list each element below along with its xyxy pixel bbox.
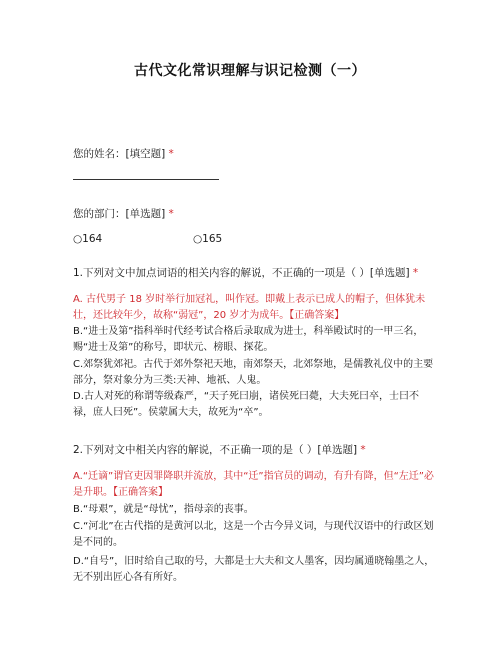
dept-option-164[interactable]: ○164 (73, 233, 103, 245)
name-input-line[interactable] (73, 179, 219, 180)
required-marker: * (412, 267, 419, 279)
dept-field-type: [单选题] (125, 208, 166, 220)
required-marker: * (168, 148, 174, 160)
required-marker: * (168, 208, 174, 220)
question-1-option-c[interactable]: C.郊祭犹郊祀。古代于郊外祭祀天地，南郊祭天，北郊祭地，是儒教礼仪中的主要部分，祭对象分为三类:天神、地祇、人鬼。 (73, 359, 434, 386)
required-marker: * (360, 444, 366, 456)
name-field-type: [填空题] (125, 148, 166, 160)
question-2-option-c[interactable]: C.“河北”在古代指的是黄河以北，这是一个古今异义词，与现代汉语中的行政区划是不同的。 (73, 521, 434, 548)
question-1-stem: 1.下列对文中加点词语的相关内容的解说，不正确的一项是（ ）[单选题] * (73, 267, 419, 279)
page-title: 古代文化常识理解与识记检测（一） (134, 63, 366, 79)
dept-field-label: 您的部门： (73, 208, 126, 220)
question-2-option-d[interactable]: D.“自号”，旧时给自己取的号，大都是士大夫和文人墨客，因均属通晓翰墨之人，无不别出匠心各有所好。 (73, 556, 435, 583)
question-2-option-a[interactable]: A.“迁谪”谓官吏因罪降职并流放，其中“迁”指官员的调动，有升有降，但“左迁”必是升职。【正确答案】 (73, 471, 434, 498)
name-field-label-row (73, 146, 174, 161)
dept-field-label-row (73, 206, 174, 221)
name-field-label: 您的姓名： (73, 148, 126, 160)
dept-option-165[interactable]: ○165 (193, 233, 223, 245)
question-2-stem: 2.下列对文中相关内容的解说，不正确一项的是（ ）[单选题] * (73, 444, 366, 456)
question-1-option-a[interactable]: A. 古代男子 18 岁时举行加冠礼，叫作冠。即戴上表示已成人的帽子，但体犹未壮，还比较年少，故称“弱冠”，20 岁才为成年。【正确答案】 (73, 294, 426, 321)
question-2-option-b[interactable]: B.“母艰”，就是“母忧”，指母亲的丧事。 (73, 504, 254, 515)
question-1-option-d[interactable]: D.古人对死的称谓等级森严，“天子死曰崩，诸侯死曰薨，大夫死曰卒，士曰不禄，庶人曰死”。侯蒙属大夫，故死为“卒”。 (73, 391, 420, 418)
question-1-option-b[interactable]: B.“进士及第”指科举时代经考试合格后录取成为进士，科举殿试时的一甲三名，赐“进士及第”的称号，即状元、榜眼、探花。 (73, 326, 424, 353)
